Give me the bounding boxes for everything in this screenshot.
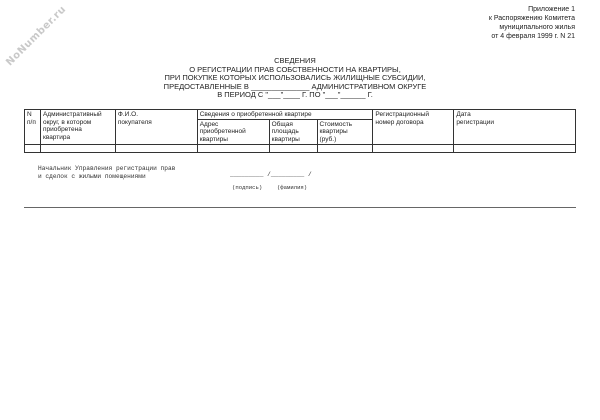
table-cell[interactable] — [373, 145, 454, 153]
header-cell-cost: Стоимость квартиры (руб.) — [317, 119, 373, 145]
header-cell-date: Дата регистрации — [454, 110, 576, 145]
header-cell-fio: Ф.И.О. покупателя — [115, 110, 197, 145]
signature-blanks[interactable]: _________ /_________ / — [230, 171, 312, 178]
signature-title-line: Начальник Управления регистрации прав — [38, 165, 176, 172]
table-cell[interactable] — [115, 145, 197, 153]
title-line: О РЕГИСТРАЦИИ ПРАВ СОБСТВЕННОСТИ НА КВАРТИРЫ, — [189, 64, 401, 74]
registration-table — [24, 109, 576, 153]
title-line: ПРЕДОСТАВЛЕННЫЕ В ______________ АДМИНИСТРАТИВНОМ ОКРУГЕ — [163, 81, 427, 91]
caption-surname: (фамилия) — [276, 184, 308, 191]
bottom-divider — [24, 207, 576, 208]
signature-block — [38, 165, 175, 181]
title-line: В ПЕРИОД С "___"____ Г. ПО "___"______ Г. — [217, 90, 373, 100]
caption-signature: (подпись) — [232, 184, 263, 191]
header-cell-area: Общая площадь квартиры — [269, 119, 317, 145]
appendix-header — [489, 5, 575, 41]
title-line: СВЕДЕНИЯ — [274, 56, 316, 65]
header-cell-contract: Регистрационный номер договора — [373, 110, 454, 145]
header-cell-num: N п/п — [25, 110, 41, 145]
table-cell[interactable] — [269, 145, 317, 153]
table-cell[interactable] — [25, 145, 41, 153]
table-header-row — [25, 110, 576, 120]
header-cell-district: Административный округ, в котором приобретена квартира — [40, 110, 115, 145]
table-row — [25, 145, 576, 153]
watermark-logo: NoNumber.ru — [4, 3, 69, 69]
table-cell[interactable] — [197, 145, 269, 153]
appendix-line: к Распоряжению Комитета — [488, 15, 575, 22]
appendix-line: от 4 февраля 1999 г. N 21 — [491, 33, 575, 40]
title-line: ПРИ ПОКУПКЕ КОТОРЫХ ИСПОЛЬЗОВАЛИСЬ ЖИЛИЩНЫЕ СУБСИДИИ, — [164, 73, 426, 83]
table-cell[interactable] — [40, 145, 115, 153]
table-cell[interactable] — [454, 145, 576, 153]
appendix-line: муниципального жилья — [499, 24, 575, 31]
header-cell-address: Адрес приобретенной квартиры — [197, 119, 269, 145]
appendix-line: Приложение 1 — [528, 6, 575, 13]
document-title — [150, 57, 440, 100]
signature-captions — [232, 184, 307, 191]
table-cell[interactable] — [317, 145, 373, 153]
header-cell-apartment-group: Сведения о приобретенной квартире — [197, 110, 373, 120]
signature-title-line: и сделок с жилыми помещениями — [38, 173, 146, 180]
